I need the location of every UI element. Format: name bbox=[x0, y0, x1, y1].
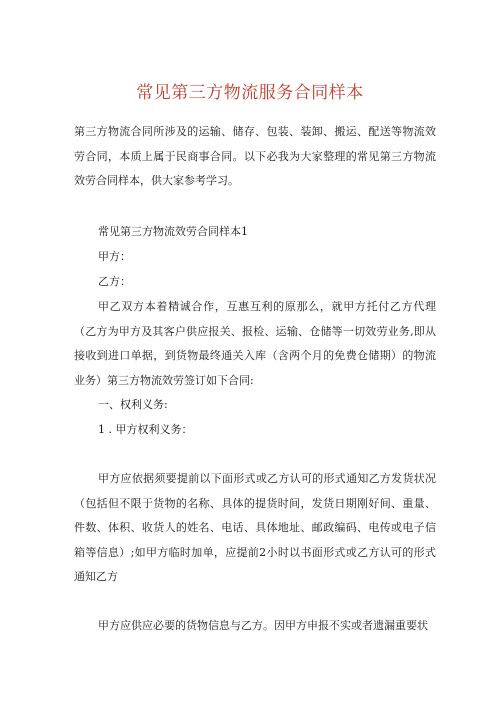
intro-paragraph: 第三方物流合同所涉及的运输、储存、包装、装卸、搬运、配送等物流效劳合同，本质上属于民商事合同。以下必我为大家整理的常见第三方物流效劳合同样本，供大家参考学习。 bbox=[74, 125, 436, 187]
sample-heading: 常见第三方物流效劳合同样本1 bbox=[98, 225, 248, 238]
notification-paragraph: 甲方应依据须要提前以下面形式或乙方认可的形式通知乙方发货状况（包括但不限于货物的名称、具体的提货时间，发货日期刚好间、重量、件数、体积、收货人的姓名、电话、具体地址、邮政编码、电传或电子信箱等信息）;如甲方临时加单，应提前2小时以书面形式或乙方认可的形式通知乙方 bbox=[74, 472, 436, 583]
section-party-a-rights: 1 . 甲方权利义务： bbox=[98, 423, 193, 436]
goods-info-paragraph: 甲方应供应必要的货物信息与乙方。因甲方申报不实或者遗漏重要状 bbox=[98, 619, 428, 632]
agreement-paragraph: 甲乙双方本着精诚合作，互惠互利的原那么，就甲方托付乙方代理（乙方为甲方及其客户供应报关、报检、运输、仓储等一切效劳业务,即从接收到进口单据，到货物最终通关入库（含两个月的免费仓储期）的物流业务）第三方物流效劳签订如下合同: bbox=[74, 300, 436, 387]
document-title: 常见第三方物流服务合同样本 bbox=[136, 83, 364, 103]
party-a-label: 甲方： bbox=[98, 250, 131, 263]
section-rights-obligations: 一、权利义务: bbox=[98, 398, 168, 411]
party-b-label: 乙方： bbox=[98, 275, 131, 288]
